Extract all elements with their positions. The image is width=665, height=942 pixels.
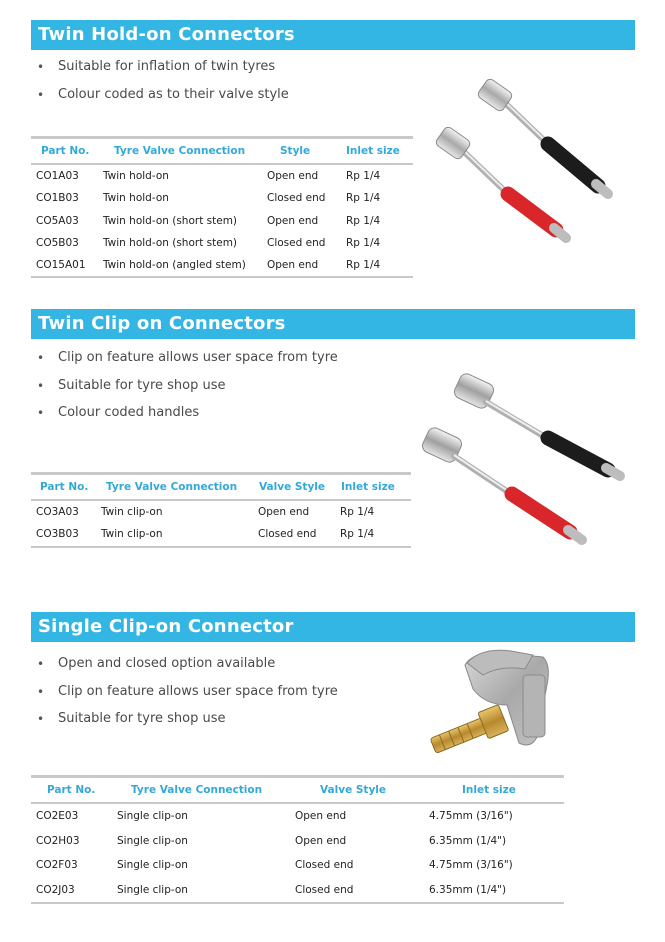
table-row (31, 254, 413, 277)
valve-connection: Twin clip-on (96, 523, 253, 546)
valve-connection: Single clip-on (113, 878, 290, 904)
style: Open end (262, 254, 341, 277)
style: Closed end (267, 192, 326, 205)
part-number: CO2F03 (36, 859, 78, 872)
inlet-size: Rp 1/4 (335, 523, 411, 546)
column-header: Part No. (31, 777, 113, 804)
valve-style: Closed end (253, 523, 335, 546)
part-number: CO2E03 (36, 810, 79, 823)
feature-item: • Suitable for inflation of twin tyres (37, 57, 289, 85)
feature-item: • Suitable for tyre shop use (37, 709, 338, 737)
table-row (31, 232, 413, 254)
feature-item: • Clip on feature allows user space from tyre (37, 682, 338, 710)
twin-clip-on-connector-image (418, 370, 633, 555)
twin-hold-on-connector-image (420, 78, 630, 258)
inlet-size: Rp 1/4 (346, 192, 381, 205)
inlet-size: Rp 1/4 (340, 506, 375, 519)
style: Closed end (267, 237, 326, 250)
spec-table-twin-clip-on (31, 472, 411, 548)
valve-connection: Twin hold-on (angled stem) (98, 254, 262, 277)
spec-table-single-clip-on (31, 775, 564, 904)
column-header: Style (262, 138, 341, 165)
feature-item: • Colour coded handles (37, 403, 338, 431)
part-number: CO1B03 (36, 192, 79, 205)
feature-list (37, 348, 338, 431)
inlet-size: Rp 1/4 (346, 237, 381, 250)
table-header-row (31, 138, 413, 165)
inlet-size: 6.35mm (1/4") (429, 834, 507, 847)
valve-style: Open end (258, 506, 310, 519)
valve-connection: Twin hold-on (103, 192, 169, 205)
section-header-twin-clip-on (31, 309, 635, 339)
table-row (31, 164, 413, 187)
part-number: CO15A01 (31, 254, 98, 277)
part-number: CO5A03 (36, 214, 79, 227)
feature-list (37, 654, 338, 737)
valve-style: Closed end (290, 878, 424, 904)
table-row (31, 500, 411, 523)
column-header: Inlet size (341, 138, 413, 165)
feature-item: • Suitable for tyre shop use (37, 376, 338, 404)
table-row (31, 187, 413, 209)
inlet-size: 4.75mm (3/16") (429, 810, 513, 823)
section-title: Single Clip-on Connector (38, 616, 294, 637)
style: Open end (267, 170, 319, 183)
table-header-row (31, 474, 411, 501)
inlet-size: Rp 1/4 (346, 170, 381, 183)
column-header: Tyre Valve Connection (113, 777, 290, 804)
column-header: Inlet size (335, 474, 411, 501)
part-number: CO5B03 (36, 237, 79, 250)
inlet-size: 4.75mm (3/16") (429, 859, 513, 872)
valve-connection: Twin hold-on (short stem) (103, 237, 238, 250)
feature-item: • Clip on feature allows user space from tyre (37, 348, 338, 376)
valve-connection: Twin hold-on (103, 170, 169, 183)
part-number: CO2J03 (31, 878, 113, 904)
table-header-row (31, 777, 564, 804)
column-header: Part No. (31, 138, 98, 165)
table-row (31, 829, 564, 854)
section-header-twin-hold-on (31, 20, 635, 50)
section-title: Twin Hold-on Connectors (38, 24, 295, 45)
part-number: CO3B03 (31, 523, 96, 546)
table-row (31, 853, 564, 878)
section-header-single-clip-on (31, 612, 635, 642)
valve-connection: Single clip-on (117, 810, 188, 823)
feature-item: • Colour coded as to their valve style (37, 85, 289, 113)
column-header: Tyre Valve Connection (96, 474, 253, 501)
valve-connection: Twin hold-on (short stem) (103, 214, 238, 227)
valve-connection: Single clip-on (117, 859, 188, 872)
feature-list (37, 57, 289, 112)
section-title: Twin Clip on Connectors (38, 313, 286, 334)
table-row (31, 523, 411, 546)
column-header: Valve Style (290, 777, 424, 804)
part-number: CO2H03 (36, 834, 80, 847)
single-clip-on-connector-image (425, 645, 555, 760)
spec-table-twin-hold-on (31, 136, 413, 278)
style: Open end (267, 214, 319, 227)
column-header: Tyre Valve Connection (98, 138, 262, 165)
valve-connection: Twin clip-on (101, 506, 163, 519)
column-header: Valve Style (253, 474, 335, 501)
inlet-size: Rp 1/4 (341, 254, 413, 277)
part-number: CO1A03 (36, 170, 79, 183)
valve-style: Open end (295, 834, 347, 847)
column-header: Part No. (31, 474, 96, 501)
valve-style: Closed end (295, 859, 354, 872)
valve-style: Open end (295, 810, 347, 823)
column-header: Inlet size (424, 777, 564, 804)
table-row (31, 803, 564, 829)
valve-connection: Single clip-on (117, 834, 188, 847)
table-row (31, 878, 564, 904)
inlet-size: 6.35mm (1/4") (424, 878, 564, 904)
inlet-size: Rp 1/4 (346, 214, 381, 227)
feature-item: • Open and closed option available (37, 654, 338, 682)
table-row (31, 210, 413, 232)
part-number: CO3A03 (36, 506, 79, 519)
